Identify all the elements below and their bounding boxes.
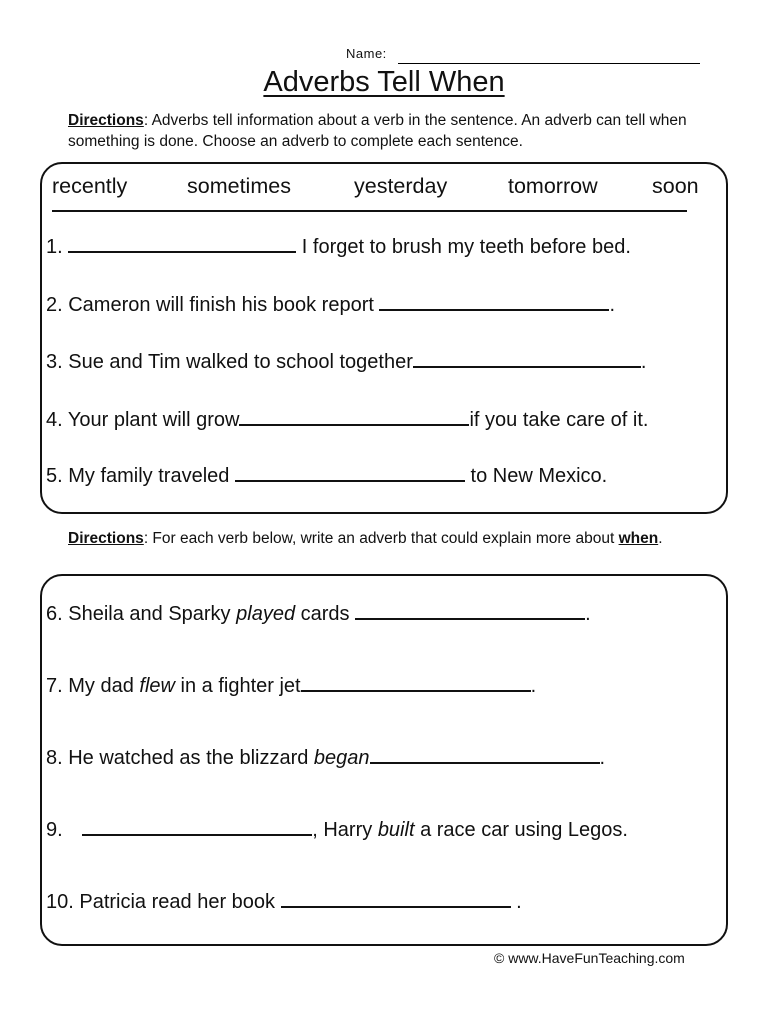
question-1: 1. I forget to brush my teeth before bed.: [46, 233, 631, 259]
answer-blank[interactable]: [355, 600, 585, 620]
question-9: 9. , Harry built a race car using Legos.: [46, 816, 628, 842]
question-10: 10. Patricia read her book .: [46, 888, 522, 914]
answer-blank[interactable]: [379, 291, 609, 311]
page-title: Adverbs Tell When: [263, 66, 505, 98]
answer-blank[interactable]: [301, 672, 531, 692]
name-field[interactable]: [398, 63, 700, 64]
word-bank-item: sometimes: [187, 174, 291, 198]
question-8: 8. He watched as the blizzard began .: [46, 744, 605, 770]
name-label: Name:: [346, 46, 387, 61]
answer-blank[interactable]: [82, 816, 312, 836]
word-bank-divider: [52, 210, 687, 212]
copyright-footer: © www.HaveFunTeaching.com: [494, 950, 685, 966]
answer-blank[interactable]: [370, 744, 600, 764]
answer-blank[interactable]: [413, 348, 641, 368]
word-bank-item: tomorrow: [508, 174, 598, 198]
question-3: 3. Sue and Tim walked to school together .: [46, 348, 646, 374]
directions-1: Directions: Adverbs tell information about a verb in the sentence. An adverb can tell when something is done. Choose an adverb to complete each sentence.: [68, 112, 687, 150]
answer-blank[interactable]: [68, 233, 296, 253]
question-6: 6. Sheila and Sparky played cards .: [46, 600, 591, 626]
question-7: 7. My dad flew in a fighter jet .: [46, 672, 536, 698]
question-2: 2. Cameron will finish his book report .: [46, 291, 615, 317]
answer-blank[interactable]: [235, 462, 465, 482]
directions-2: Directions: For each verb below, write an adverb that could explain more about when.: [68, 530, 663, 547]
answer-blank[interactable]: [281, 888, 511, 908]
word-bank: [52, 174, 708, 206]
word-bank-item: soon: [652, 174, 699, 198]
answer-blank[interactable]: [239, 406, 469, 426]
word-bank-item: recently: [52, 174, 128, 198]
question-5: 5. My family traveled to New Mexico.: [46, 462, 607, 488]
question-4: 4. Your plant will grow if you take care of it.: [46, 406, 648, 432]
word-bank-item: yesterday: [354, 174, 448, 198]
